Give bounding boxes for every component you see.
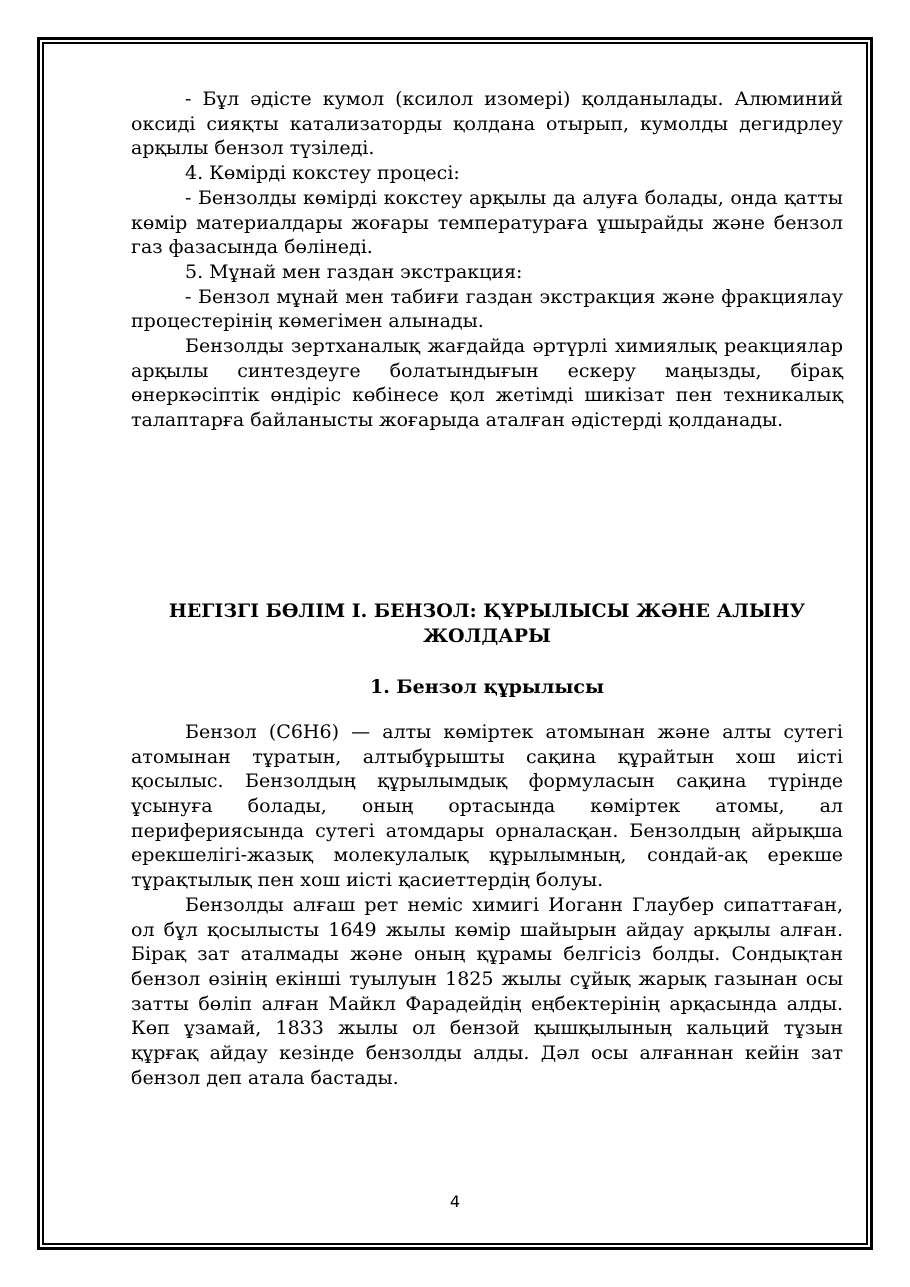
blank-space	[131, 433, 843, 599]
paragraph: Бензолды зертханалық жағдайда әртүрлі химиялық реакциялар арқылы синтездеуге болатындығын ескеру маңызды, бірақ өнеркәсіптік өндіріс көбінесе қол жетімді шикізат пен техникалық талаптарға байланысты жоғарыда аталған әдістерді қолданады.	[131, 335, 843, 432]
paragraph: - Бензол мұнай мен табиғи газдан экстракция және фракциялау процестерінің көмегімен алынады.	[131, 285, 843, 333]
paragraph: Бензолды алғаш рет неміс химигі Иоганн Глаубер сипаттаған, ол бұл қосылысты 1649 жылы көмір шайырын айдау арқылы алған. Бірақ зат аталмады және оның құрамы белгісіз болды. Сондықтан бензол өзінің екінші туылуын 1825 жылы сұйық жарық газынан осы затты бөліп алған Майкл Фарадейдің еңбектерінің арқасында алды. Көп ұзамай, 1833 жылы ол бензой қышқылының кальций тұзын құрғақ айдау кезінде бензолды алды. Дәл осы алғаннан кейін зат бензол деп атала бастады.	[131, 893, 843, 1089]
page-number: 4	[449, 1192, 461, 1211]
subsection-heading: 1. Бензол құрылысы	[369, 676, 605, 699]
paragraph: - Бұл әдісте кумол (ксилол изомері) қолданылады. Алюминий оксиді сияқты катализаторды қолдана отырып, кумолды дегидрлеу арқылы бензол түзіледі.	[131, 88, 843, 160]
section-heading: НЕГІЗГІ БӨЛІМ І. БЕНЗОЛ: ҚҰРЫЛЫСЫ ЖӘНЕ АЛЫНУ ЖОЛДАРЫ	[168, 599, 806, 647]
paragraph: - Бензолды көмірді кокстеу арқылы да алуға болады, онда қатты көмір материалдары жоғары температураға ұшырайды және бензол газ фазасында бөлінеді.	[131, 186, 843, 259]
paragraph: 4. Көмірді кокстеу процесі:	[185, 162, 460, 185]
paragraph: 5. Мұнай мен газдан экстракция:	[185, 260, 523, 283]
paragraph: Бензол (С6Н6) — алты көміртек атомынан және алты сутегі атомынан тұратын, алтыбұрышты сақина құрайтын хош иісті қосылыс. Бензолдың құрылымдық формуласын сақина түрінде ұсынуға болады, оның ортасында көміртек атомы, ал перифериясында сутегі атомдары орналасқан. Бензолдың айрықша ерекшелігі-жазық молекулалық құрылымның, сондай-ақ ерекше тұрақтылық пен хош иісті қасиеттердің болуы.	[131, 720, 843, 892]
document-body	[131, 87, 843, 1091]
